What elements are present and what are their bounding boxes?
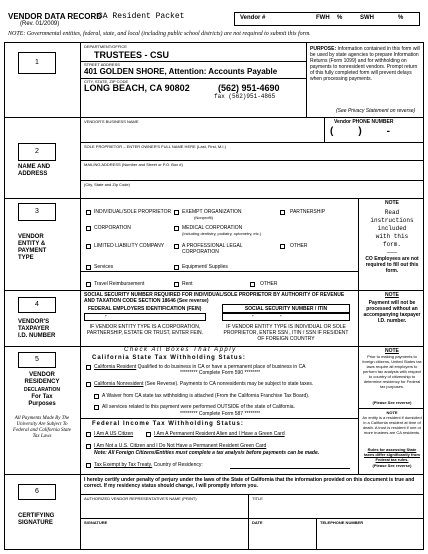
street-value: 401 GOLDEN SHORE, Attention: Accounts Payable: [84, 67, 278, 76]
equipment-label: Equipment/ Supplies: [182, 264, 228, 270]
header-note: NOTE: Governmental entities, federal, state, and local (including public school districts) are not required to submit this form.: [8, 31, 311, 37]
travel-label: Travel Reimbursement: [94, 281, 145, 287]
section-3-note-line-5: form.: [382, 241, 401, 248]
perm-resident-label: I Am A Permanent Resident Alien and I Have a Green Card: [154, 431, 285, 437]
section-5-label: 5: [35, 356, 39, 363]
llc-checkbox[interactable]: [86, 244, 91, 249]
section-3-note-line-1: Read: [384, 209, 400, 216]
not-citizen-label: I Am Not a U.S. Citizen and I Do Not Have a Permanent Resident Green Card: [94, 443, 267, 449]
other-payment-checkbox[interactable]: [250, 282, 255, 287]
form-subtitle: CA Resident Packet: [98, 12, 185, 21]
individual-label: INDIVIDUAL/SOLE PROPRIETOR: [94, 209, 172, 215]
title-label: TITLE: [252, 496, 263, 501]
ca-nonresident-line: [94, 381, 356, 387]
section-3-note-line-4: with this: [375, 233, 409, 240]
sole-prop-label: SOLE PROPRIETOR – ENTER OWNER'S FULL NAME HERE (Last, First, M.I.): [84, 144, 226, 149]
section-3-number-real: [18, 180, 56, 198]
title-input[interactable]: [248, 502, 424, 518]
swh-label: SWH: [360, 15, 374, 21]
exempt-sub-label: (Nonprofit): [194, 215, 213, 220]
corporation-checkbox[interactable]: [86, 226, 91, 231]
rep-name-label: AUTHORIZED VENDOR REPRESENTATIVE'S NAME (PRINT): [84, 496, 197, 501]
equipment-checkbox[interactable]: [174, 265, 179, 270]
section-3-note-line-3: included: [377, 225, 407, 232]
other-entity-label: OTHER: [290, 243, 308, 249]
medical-label: MEDICAL CORPORATION: [182, 225, 243, 231]
partnership-checkbox[interactable]: [280, 210, 285, 215]
ca-withholding-title: California State Tax Withholding Status:: [92, 355, 246, 361]
ssn-required-text: SOCIAL SECURITY NUMBER REQUIRED FOR INDIVIDUAL/SOLE PROPRIETOR BY AUTHORITY OF REVENUE AND TAXATION CODE SECTION 18646 (See reverse): [84, 292, 345, 304]
ca-resident-text: Qualified to do business in CA or have a permanent place of business in CA: [137, 364, 306, 370]
section-4-note: Payment will not be processed without an accompanying taxpayer I.D. number.: [363, 300, 421, 324]
purpose-body: Information contained in this form will be used by state agencies to prepare Information Returns (Form 1099) and for withholding on payments to nonresident vendors. Prompt return of this fully completed form will prevent delays when processing payments.: [310, 46, 420, 82]
city-state-zip-label: (City, State and Zip Code): [84, 182, 130, 187]
llc-label: LIMITED LIABILITY COMPANY: [94, 243, 165, 249]
section-5-note2-rules: Rules for assessing State taxes differ significantly from Federal tax rules.: [364, 447, 420, 462]
ca-nonresident-checkbox[interactable]: [86, 382, 91, 387]
section-3-label: 3: [35, 208, 39, 215]
taxpayer-heading-1: VENDOR'S: [18, 319, 50, 325]
section-1-label: 1: [35, 59, 39, 66]
fax-value: fax (562)951-4865: [214, 93, 276, 100]
city-label: CITY, STATE, ZIP CODE: [84, 79, 129, 84]
revision-date: (Rev. 01/2009): [20, 21, 60, 27]
signature-label: SIGNATURE: [84, 520, 108, 525]
complete-590: ********* Complete Form 590 ********: [180, 370, 261, 376]
travel-checkbox[interactable]: [86, 282, 91, 287]
section-5-note1: Prior to making payments to foreign citizens, United States tax laws require all employers to perform tax analysis with respect to country of citizenship to determine residency for Federal tax purposes.: [362, 354, 422, 389]
business-name-field[interactable]: [80, 124, 324, 142]
services-label: Services: [94, 264, 114, 270]
section-4-note-title: NOTE: [385, 292, 399, 298]
rent-checkbox[interactable]: [174, 282, 179, 287]
privacy-note: (See Privacy Statement on reverse): [336, 108, 416, 114]
ssn-input[interactable]: [222, 313, 350, 321]
medical-sub-label: (Including dentistry, podiatry, optometry, etc.): [182, 231, 262, 236]
fed-withholding-title: Federal Income Tax Withholding Status:: [92, 421, 244, 427]
entity-heading-2: ENTITY &: [18, 241, 46, 247]
date-input[interactable]: [248, 526, 316, 550]
tax-treaty-checkbox[interactable]: [86, 463, 91, 468]
legal-corp-label: A PROFESSIONAL LEGAL CORPORATION: [182, 243, 243, 255]
perm-resident-checkbox[interactable]: [146, 432, 151, 437]
section-3-note-title: NOTE: [385, 200, 399, 206]
signature-heading-2: SIGNATURE: [18, 520, 53, 526]
form-title: VENDOR DATA RECORD: [8, 12, 103, 21]
services-outside-checkbox[interactable]: [94, 405, 99, 410]
section-3-note-line-2: instructions: [370, 217, 414, 224]
waiver-checkbox[interactable]: [94, 394, 99, 399]
name-address-heading-2: ADDRESS: [18, 171, 48, 177]
fein-note: IF VENDOR ENTITY TYPE IS A CORPORATION, PARTNERSHIP, ESTATE OR TRUST, ENTER FEIN.: [86, 324, 204, 336]
ca-resident-label: California Resident: [94, 364, 137, 370]
entity-heading-3: PAYMENT: [18, 248, 47, 254]
purpose-text: [310, 46, 422, 82]
residency-heading-5: Purposes: [28, 401, 56, 407]
residency-heading-1: VENDOR: [29, 372, 55, 378]
tax-treaty-line: [94, 462, 203, 468]
complete-587: ********* Complete Form 587 ********: [180, 411, 261, 417]
section-2-label: 2: [35, 148, 39, 155]
section-5-note2-ref: (Please See reverse): [372, 463, 412, 468]
fein-label: FEDERAL EMPLOYERS IDENTIFICATION (FEIN): [88, 306, 202, 312]
country-input[interactable]: [230, 468, 350, 469]
rep-name-input[interactable]: [80, 502, 248, 518]
corporation-label: CORPORATION: [94, 225, 131, 231]
entity-heading-1: VENDOR: [18, 234, 44, 240]
section-5-note1-title: NOTE: [385, 348, 399, 354]
name-address-heading-1: NAME AND: [18, 164, 51, 170]
business-name-label: VENDOR'S BUSINESS NAME: [84, 119, 139, 124]
exempt-checkbox[interactable]: [174, 210, 179, 215]
section-4-label: 4: [35, 301, 39, 308]
ca-nonresident-label: California Nonresident: [94, 381, 144, 387]
fein-dash: -: [105, 313, 107, 319]
fwh-percent-label: %: [337, 15, 343, 21]
medical-checkbox[interactable]: [174, 226, 179, 231]
section-6-label: 6: [35, 488, 39, 495]
swh-percent-label: %: [398, 15, 404, 21]
section-5-note2: An entity is a resident if domiciled in a California resident at time of death. A trust is resident if one or more trustees are CA residents.: [362, 415, 422, 435]
telephone-label: TELEPHONE NUMBER: [320, 520, 364, 525]
ca-resident-checkbox[interactable]: [86, 365, 91, 370]
vendor-phone-label: Vendor PHONE NUMBER: [334, 119, 394, 125]
not-citizen-checkbox[interactable]: [86, 444, 91, 449]
residency-side-note: All Payments Made By The University Are Subject To Federal and California State Tax Laws: [13, 416, 71, 439]
check-all-label: Check All Boxes That Apply: [124, 347, 237, 353]
tax-treaty-label: Tax Exempt by Tax Treaty.: [94, 462, 153, 468]
dept-value: TRUSTEES - CSU: [94, 50, 170, 60]
mailing-address-label: MAILING ADDRESS (Number and Street or P.O. Box #): [84, 162, 183, 167]
street-label: STREET ADDRESS: [84, 62, 120, 67]
vendor-number-label: Vendor #: [240, 15, 266, 21]
residency-heading-4: For Tax: [31, 394, 53, 400]
exempt-label: EXEMPT ORGANIZATION: [182, 209, 242, 215]
co-employees-note: CO Employees are not required to fill out this form.: [365, 256, 419, 274]
taxpayer-heading-3: I.D. NUMBER: [18, 333, 56, 339]
dept-label: DEPARTMENT/OFFICE: [84, 44, 127, 49]
individual-checkbox[interactable]: [86, 210, 91, 215]
city-value: LONG BEACH, CA 90802: [84, 83, 190, 93]
ssn-note: IF VENDOR ENTITY TYPE IS INDIVIDUAL OR SOLE PROPRIETOR, ENTER SSN , ITIN / SSN IF RESIDENT OF FOREIGN COUNTRY: [223, 324, 349, 342]
country-label: Country of Residency:: [153, 462, 203, 468]
services-checkbox[interactable]: [86, 265, 91, 270]
fein-input[interactable]: [84, 313, 206, 321]
ca-nonresident-text: (See Reverse). Payments to CA nonresidents may be subject to state taxes.: [144, 381, 314, 387]
us-citizen-checkbox[interactable]: [86, 432, 91, 437]
residency-heading-3: DECLARATION: [23, 387, 60, 393]
section-3-note-sep: ——: [387, 250, 397, 256]
section-5-note1-ref: (Please See reverse): [372, 400, 412, 405]
residency-heading-2: RESIDENCY: [24, 379, 60, 385]
fwh-label: FWH: [316, 15, 330, 21]
waiver-label: A Waiver from CA state tax withholding is attached (From the California Franchise Tax Board).: [102, 393, 310, 399]
certification-text: I hereby certify under penalty of perjury under the laws of the State of California that the information provided on this document is true and correct. If my residency status should change, I will promptly inform you.: [84, 477, 415, 489]
entity-heading-4: TYPE: [18, 255, 34, 261]
rent-label: Rent: [182, 281, 193, 287]
services-outside-label: All services related to this payment were performed OUTSIDE of the state of California.: [102, 404, 295, 410]
ssn-label: SOCIAL SECURITY NUMBER / ITIN: [244, 306, 328, 312]
phone-value: (562) 951-4690: [218, 83, 280, 93]
signature-heading-1: CERTIFYING: [18, 513, 55, 519]
legal-corp-checkbox[interactable]: [174, 244, 179, 249]
foreign-note: Note: All Foreign Citizens/Entities must complete a tax analysis before payments can be made.: [94, 450, 320, 456]
taxpayer-heading-2: TAXPAYER: [18, 326, 50, 332]
vendor-phone-field[interactable]: ( ) -: [330, 126, 390, 137]
ssn-dash-2: -: [280, 313, 282, 319]
signature-input[interactable]: [80, 526, 248, 550]
telephone-input[interactable]: [316, 526, 424, 550]
partnership-label: PARTNERSHIP: [290, 209, 326, 215]
us-citizen-label: I Am A US Citizen: [94, 431, 134, 437]
ssn-dash-1: -: [252, 313, 254, 319]
section-5-note2-title: NOTE: [386, 410, 398, 415]
purpose-title: PURPOSE:: [310, 46, 337, 52]
date-label: DATE: [252, 520, 263, 525]
other-entity-checkbox[interactable]: [280, 244, 285, 249]
other-payment-label: OTHER: [260, 281, 278, 287]
